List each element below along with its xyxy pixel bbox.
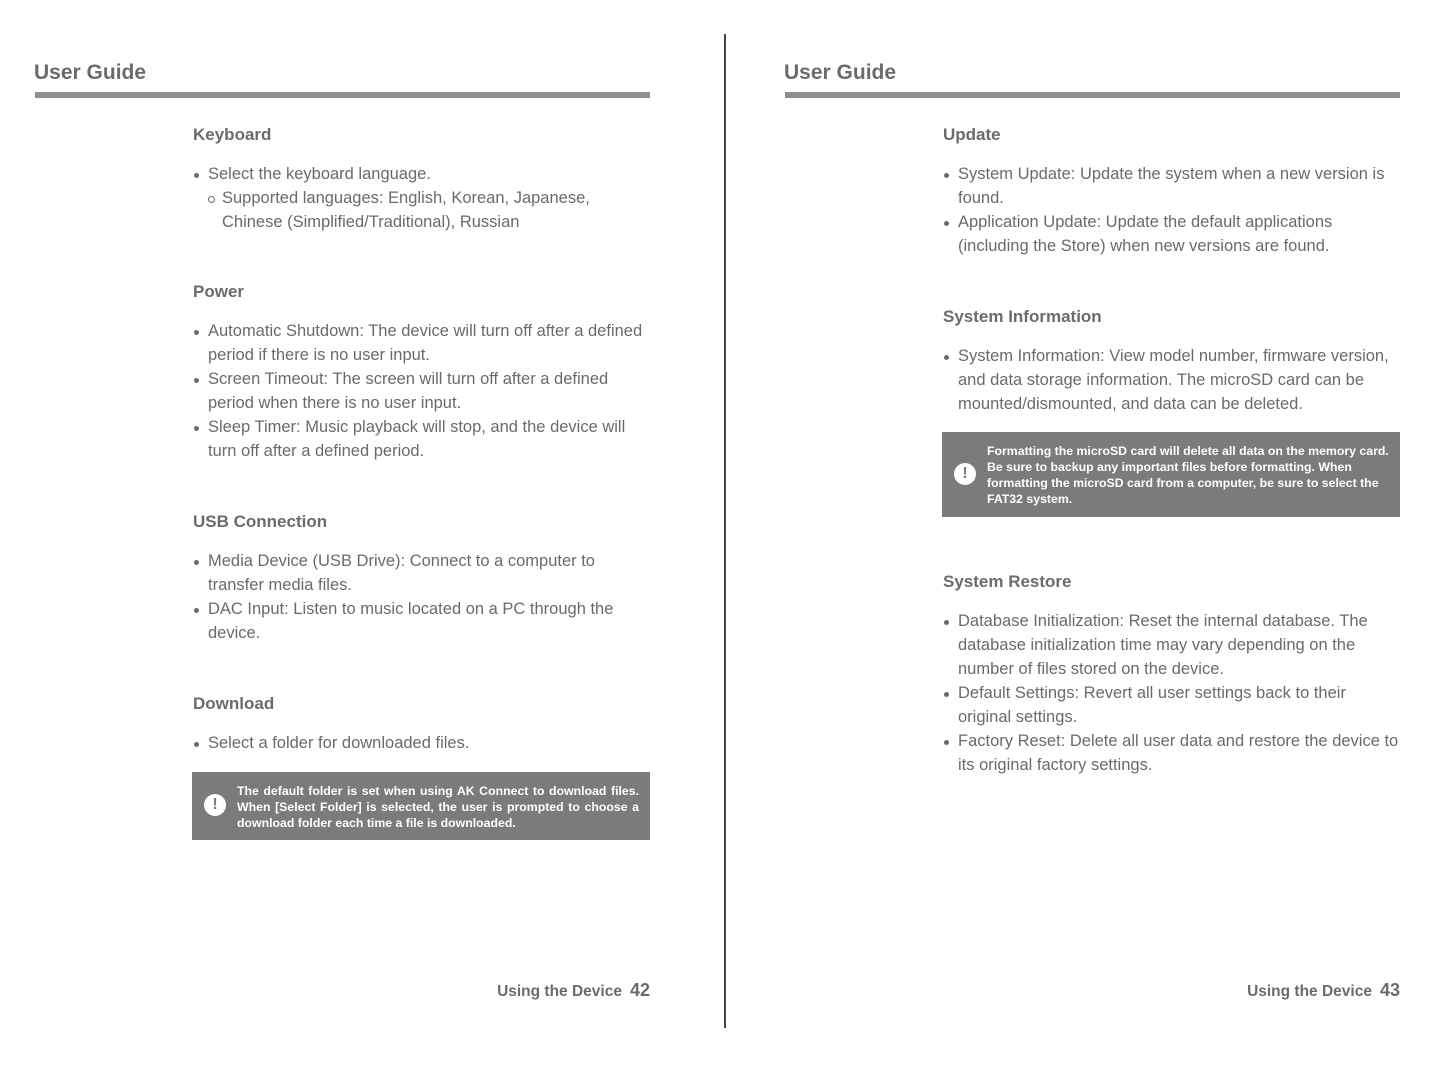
page-number: 43 — [1379, 980, 1400, 1000]
list-item: Default Settings: Revert all user settings back to their original settings. — [943, 681, 1403, 729]
right-header-title: User Guide — [784, 61, 897, 84]
list-item: Factory Reset: Delete all user data and restore the device to its original factory settings. — [943, 729, 1403, 777]
list-item: Screen Timeout: The screen will turn off after a defined period when there is no user input. — [193, 367, 653, 415]
right-page — [720, 0, 1440, 1080]
exclamation-circle-icon: ! — [204, 794, 226, 816]
list-item: Application Update: Update the default applications (including the Store) when new versions are found. — [943, 210, 1403, 258]
list-item: Automatic Shutdown: The device will turn off after a defined period if there is no user input. — [193, 319, 653, 367]
section-title-update: Update — [943, 125, 1001, 144]
list-item: Select a folder for downloaded files. — [193, 731, 653, 755]
left-header-rule — [35, 92, 650, 98]
exclamation-circle-icon: ! — [954, 463, 976, 485]
system-information-note-text: Formatting the microSD card will delete all data on the memory card. Be sure to backup any important files before formatting. When formatting the microSD card from a computer, be sure to select the FAT32 system. — [987, 444, 1389, 506]
section-title-power: Power — [193, 282, 245, 301]
list-item: Sleep Timer: Music playback will stop, and the device will turn off after a defined period. — [193, 415, 653, 463]
download-list — [193, 731, 653, 755]
section-title-system-restore: System Restore — [943, 572, 1072, 591]
left-header-title: User Guide — [34, 61, 147, 84]
list-item: DAC Input: Listen to music located on a PC through the device. — [193, 597, 653, 645]
download-note-text: The default folder is set when using AK Connect to download files. When [Select Folder] is selected, the user is prompted to choose a download folder each time a file is downloaded. — [237, 784, 639, 830]
system-information-list — [943, 344, 1403, 416]
list-item: Database Initialization: Reset the internal database. The database initialization time may vary depending on the number of files stored on the device. — [943, 609, 1403, 681]
right-header-rule — [785, 92, 1400, 98]
update-list — [943, 162, 1403, 258]
section-title-download: Download — [193, 694, 275, 713]
keyboard-list — [193, 162, 653, 234]
footer-label: Using the Device — [1247, 983, 1372, 1000]
section-title-usb-connection: USB Connection — [193, 512, 328, 531]
usb-connection-list — [193, 549, 653, 645]
list-item: System Update: Update the system when a new version is found. — [943, 162, 1403, 210]
system-information-note-box — [942, 432, 1400, 517]
download-note-box — [192, 772, 650, 840]
list-subitem: Supported languages: English, Korean, Japanese, Chinese (Simplified/Traditional), Russian — [193, 186, 653, 234]
list-item: Media Device (USB Drive): Connect to a computer to transfer media files. — [193, 549, 653, 597]
section-title-system-information: System Information — [943, 307, 1102, 326]
system-restore-list — [943, 609, 1403, 777]
page-number: 42 — [629, 980, 650, 1000]
list-item: System Information: View model number, firmware version, and data storage information. The microSD card can be mounted/dismounted, and data can be deleted. — [943, 344, 1403, 416]
footer-label: Using the Device — [497, 983, 622, 1000]
power-list — [193, 319, 653, 463]
left-footer — [497, 980, 650, 1001]
list-item: Select the keyboard language. — [193, 162, 653, 186]
right-footer — [1247, 980, 1400, 1001]
section-title-keyboard: Keyboard — [193, 125, 272, 144]
